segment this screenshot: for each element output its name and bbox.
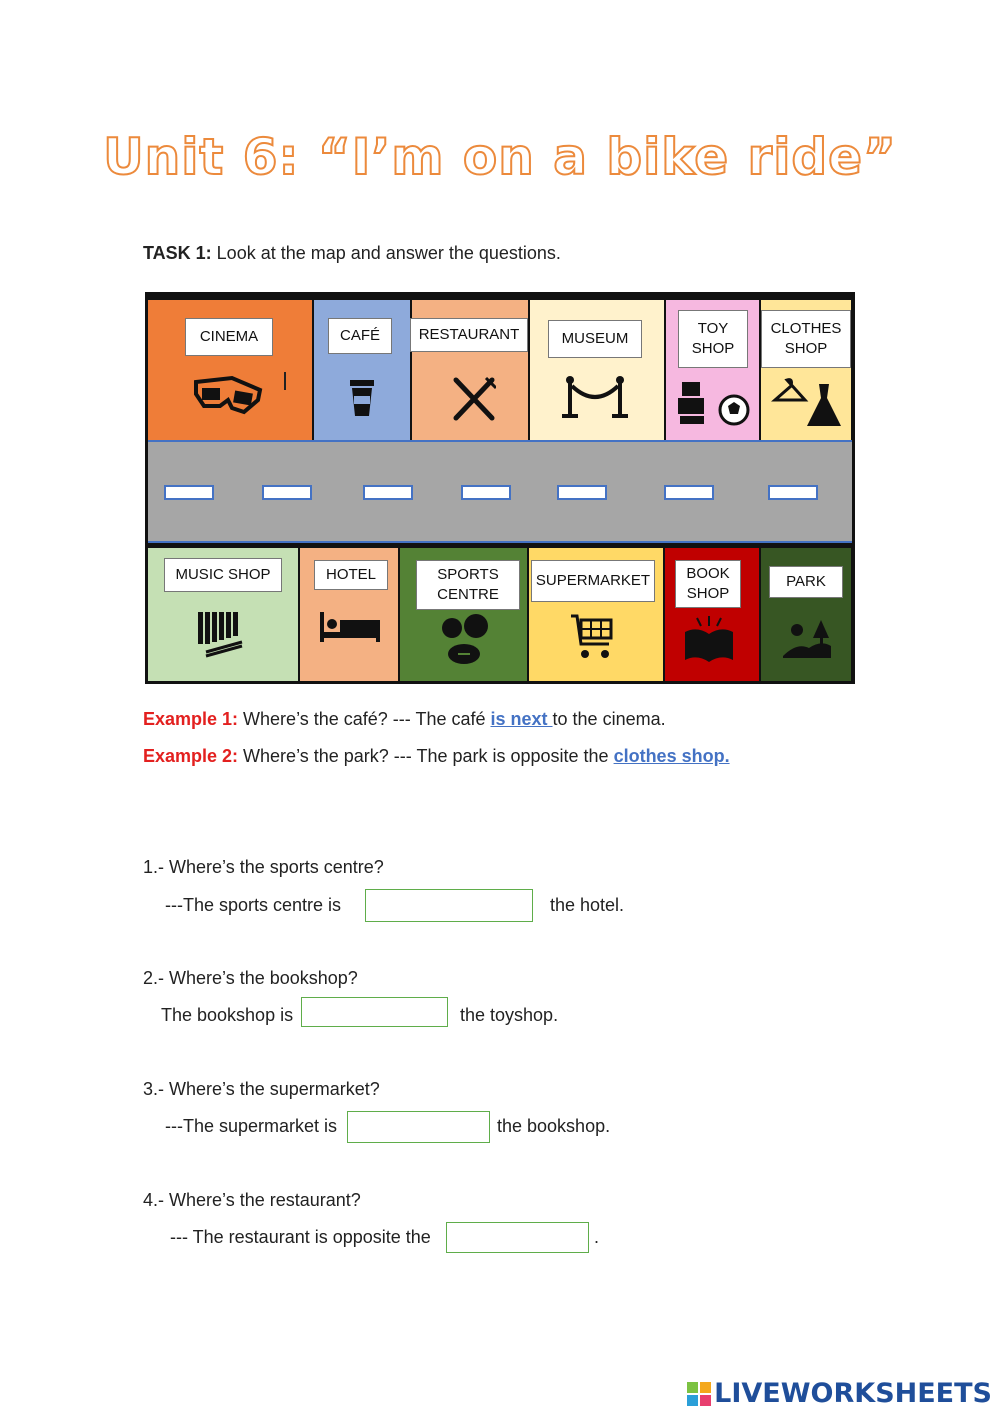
answer-3-suffix: the bookshop. <box>497 1116 611 1136</box>
tile-hotel <box>300 548 398 681</box>
3d-glasses-icon <box>192 372 264 418</box>
label-cafe: CAFÉ <box>328 318 392 354</box>
example-text-end: to the cinema. <box>552 709 666 729</box>
liveworksheets-brand: LIVEWORKSHEETS <box>714 1378 992 1409</box>
label-hotel: HOTEL <box>314 560 388 590</box>
park-icon <box>781 616 833 660</box>
road-marking <box>664 485 714 500</box>
example-2 <box>143 746 730 767</box>
answer-1-input[interactable] <box>365 889 533 922</box>
question-2: 2.- Where’s the bookshop? <box>143 968 358 988</box>
task-text: Look at the map and answer the questions. <box>211 243 561 263</box>
answer-4-input[interactable] <box>446 1222 589 1253</box>
example-answer: is next <box>490 709 553 729</box>
question-3: 3.- Where’s the supermarket? <box>143 1079 380 1099</box>
road-marking <box>461 485 511 500</box>
road-marking <box>164 485 214 500</box>
question-4: 4.- Where’s the restaurant? <box>143 1190 361 1210</box>
liveworksheets-logo <box>686 1378 992 1409</box>
label-toy-shop: TOY SHOP <box>678 310 748 368</box>
museum-rope-icon <box>560 374 630 420</box>
town-map <box>145 292 855 684</box>
tile-sports-centre <box>400 548 527 681</box>
liveworksheets-logo-icon <box>686 1381 712 1407</box>
task-instruction <box>143 243 561 264</box>
tile-park <box>761 548 851 681</box>
fork-knife-icon <box>452 376 496 422</box>
tile-restaurant <box>412 300 528 440</box>
tile-toy-shop <box>666 300 759 440</box>
robot-ball-icon <box>674 376 754 428</box>
xylophone-icon <box>196 608 248 660</box>
question-1: 1.- Where’s the sports centre? <box>143 857 384 877</box>
answer-2-suffix: the toyshop. <box>460 1005 559 1025</box>
tile-supermarket <box>529 548 663 681</box>
example-1 <box>143 709 666 730</box>
tile-book-shop <box>665 548 759 681</box>
hanger-dress-icon <box>771 374 845 430</box>
label-park: PARK <box>769 566 843 598</box>
label-cinema: CINEMA <box>185 318 273 356</box>
road-marking <box>363 485 413 500</box>
shopping-cart-icon <box>569 612 615 660</box>
road-marking <box>768 485 818 500</box>
answer-3-prefix: ---The supermarket is <box>165 1116 338 1136</box>
tile-cafe <box>314 300 410 440</box>
book-icon <box>681 612 737 666</box>
tile-cinema <box>148 300 312 440</box>
label-museum: MUSEUM <box>548 320 642 358</box>
road-marking <box>262 485 312 500</box>
label-clothes-shop: CLOTHES SHOP <box>761 310 851 368</box>
label-music-shop: MUSIC SHOP <box>164 558 282 592</box>
example-tag: Example 1: <box>143 709 239 729</box>
tile-music-shop <box>148 548 298 681</box>
tile-museum <box>530 300 664 440</box>
label-sports-centre: SPORTS CENTRE <box>416 560 520 610</box>
label-supermarket: SUPERMARKET <box>531 560 655 602</box>
road-marking <box>557 485 607 500</box>
answer-2-input[interactable] <box>301 997 448 1027</box>
tile-clothes-shop <box>761 300 851 440</box>
worksheet-title: Unit 6: “I’m on a bike ride” <box>103 128 897 186</box>
answer-1-prefix: ---The sports centre is <box>165 895 342 915</box>
example-text: Where’s the café? --- The café <box>238 709 491 729</box>
answer-4-suffix: . <box>594 1227 600 1247</box>
bed-icon <box>318 610 382 644</box>
sports-balls-icon <box>440 612 492 668</box>
answer-3-input[interactable] <box>347 1111 490 1143</box>
label-book-shop: BOOK SHOP <box>675 560 741 608</box>
answer-4-prefix: --- The restaurant is opposite the <box>170 1227 431 1247</box>
road <box>148 440 852 543</box>
answer-2-prefix: The bookshop is <box>161 1005 294 1025</box>
example-tag: Example 2: <box>143 746 239 766</box>
example-text: Where’s the park? --- The park is opposite the <box>238 746 614 766</box>
coffee-cup-icon <box>348 378 376 418</box>
label-restaurant: RESTAURANT <box>410 318 528 352</box>
example-answer: clothes shop. <box>613 746 730 766</box>
answer-1-suffix: the hotel. <box>550 895 625 915</box>
task-label: TASK 1: <box>143 243 212 263</box>
